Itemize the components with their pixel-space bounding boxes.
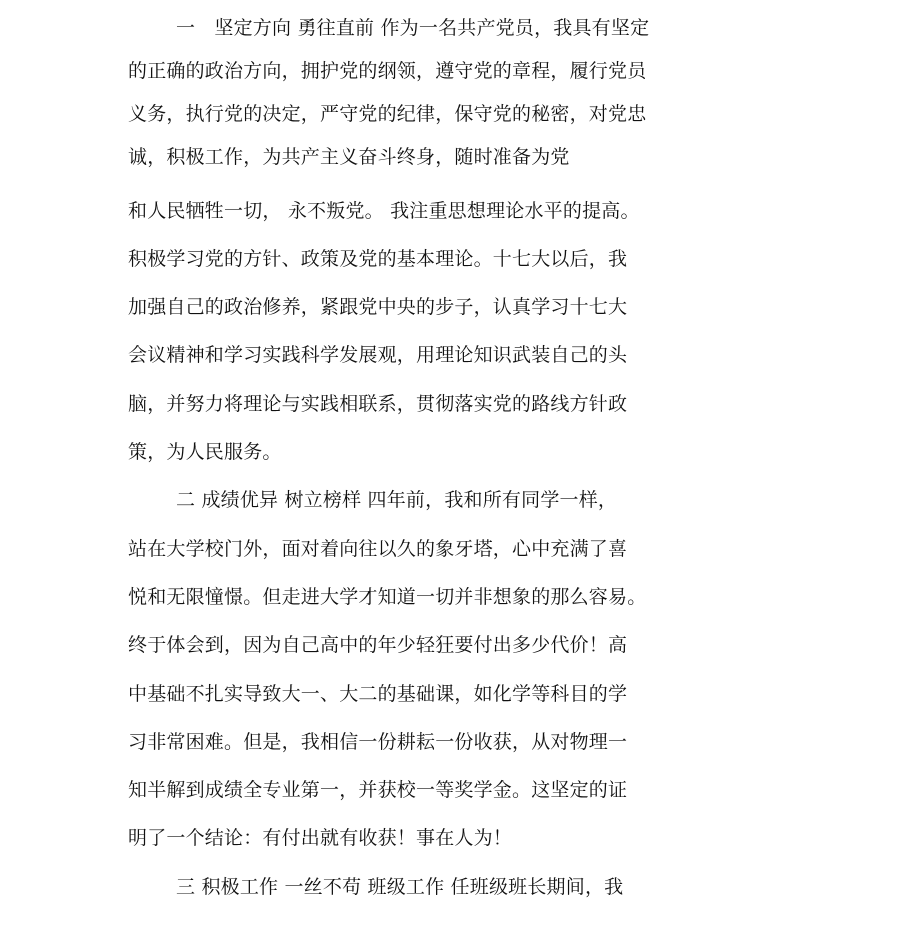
paragraph-1-line-1: 一 坚定方向 勇往直前 作为一名共产党员，我具有坚定 <box>176 17 650 39</box>
paragraph-2-line-4: 终于体会到，因为自己高中的年少轻狂要付出多少代价！高 <box>128 634 628 656</box>
paragraph-1-line-7: 加强自己的政治修养，紧跟党中央的步子，认真学习十七大 <box>128 296 628 318</box>
paragraph-2-line-1: 二 成绩优异 树立榜样 四年前，我和所有同学一样， <box>176 489 618 511</box>
paragraph-2-line-3: 悦和无限憧憬。但走进大学才知道一切并非想象的那么容易。 <box>128 586 647 608</box>
paragraph-2-line-8: 明了一个结论：有付出就有收获！事在人为！ <box>128 827 513 849</box>
paragraph-2-line-6: 习非常困难。但是，我相信一份耕耘一份收获，从对物理一 <box>128 731 628 753</box>
paragraph-1-line-9: 脑，并努力将理论与实践相联系，贯彻落实党的路线方针政 <box>128 393 628 415</box>
paragraph-2-line-5: 中基础不扎实导致大一、大二的基础课，如化学等科目的学 <box>128 683 628 705</box>
paragraph-1-line-6: 积极学习党的方针、政策及党的基本理论。十七大以后，我 <box>128 248 628 270</box>
paragraph-2-line-2: 站在大学校门外，面对着向往以久的象牙塔，心中充满了喜 <box>128 538 628 560</box>
paragraph-1-line-3: 义务，执行党的决定，严守党的纪律，保守党的秘密，对党忠 <box>128 103 647 125</box>
paragraph-1-line-10: 策，为人民服务。 <box>128 441 282 463</box>
paragraph-1-line-8: 会议精神和学习实践科学发展观，用理论知识武装自己的头 <box>128 344 628 366</box>
paragraph-1-line-2: 的正确的政治方向，拥护党的纲领，遵守党的章程，履行党员 <box>128 60 647 82</box>
paragraph-3-line-1: 三 积极工作 一丝不苟 班级工作 任班级班长期间，我 <box>176 876 624 898</box>
paragraph-2-line-7: 知半解到成绩全专业第一，并获校一等奖学金。这坚定的证 <box>128 779 628 801</box>
paragraph-1-line-5: 和人民牺牲一切， 永不叛党。 我注重思想理论水平的提高。 <box>128 200 640 222</box>
paragraph-1-line-4: 诚，积极工作，为共产主义奋斗终身，随时准备为党 <box>128 146 570 168</box>
